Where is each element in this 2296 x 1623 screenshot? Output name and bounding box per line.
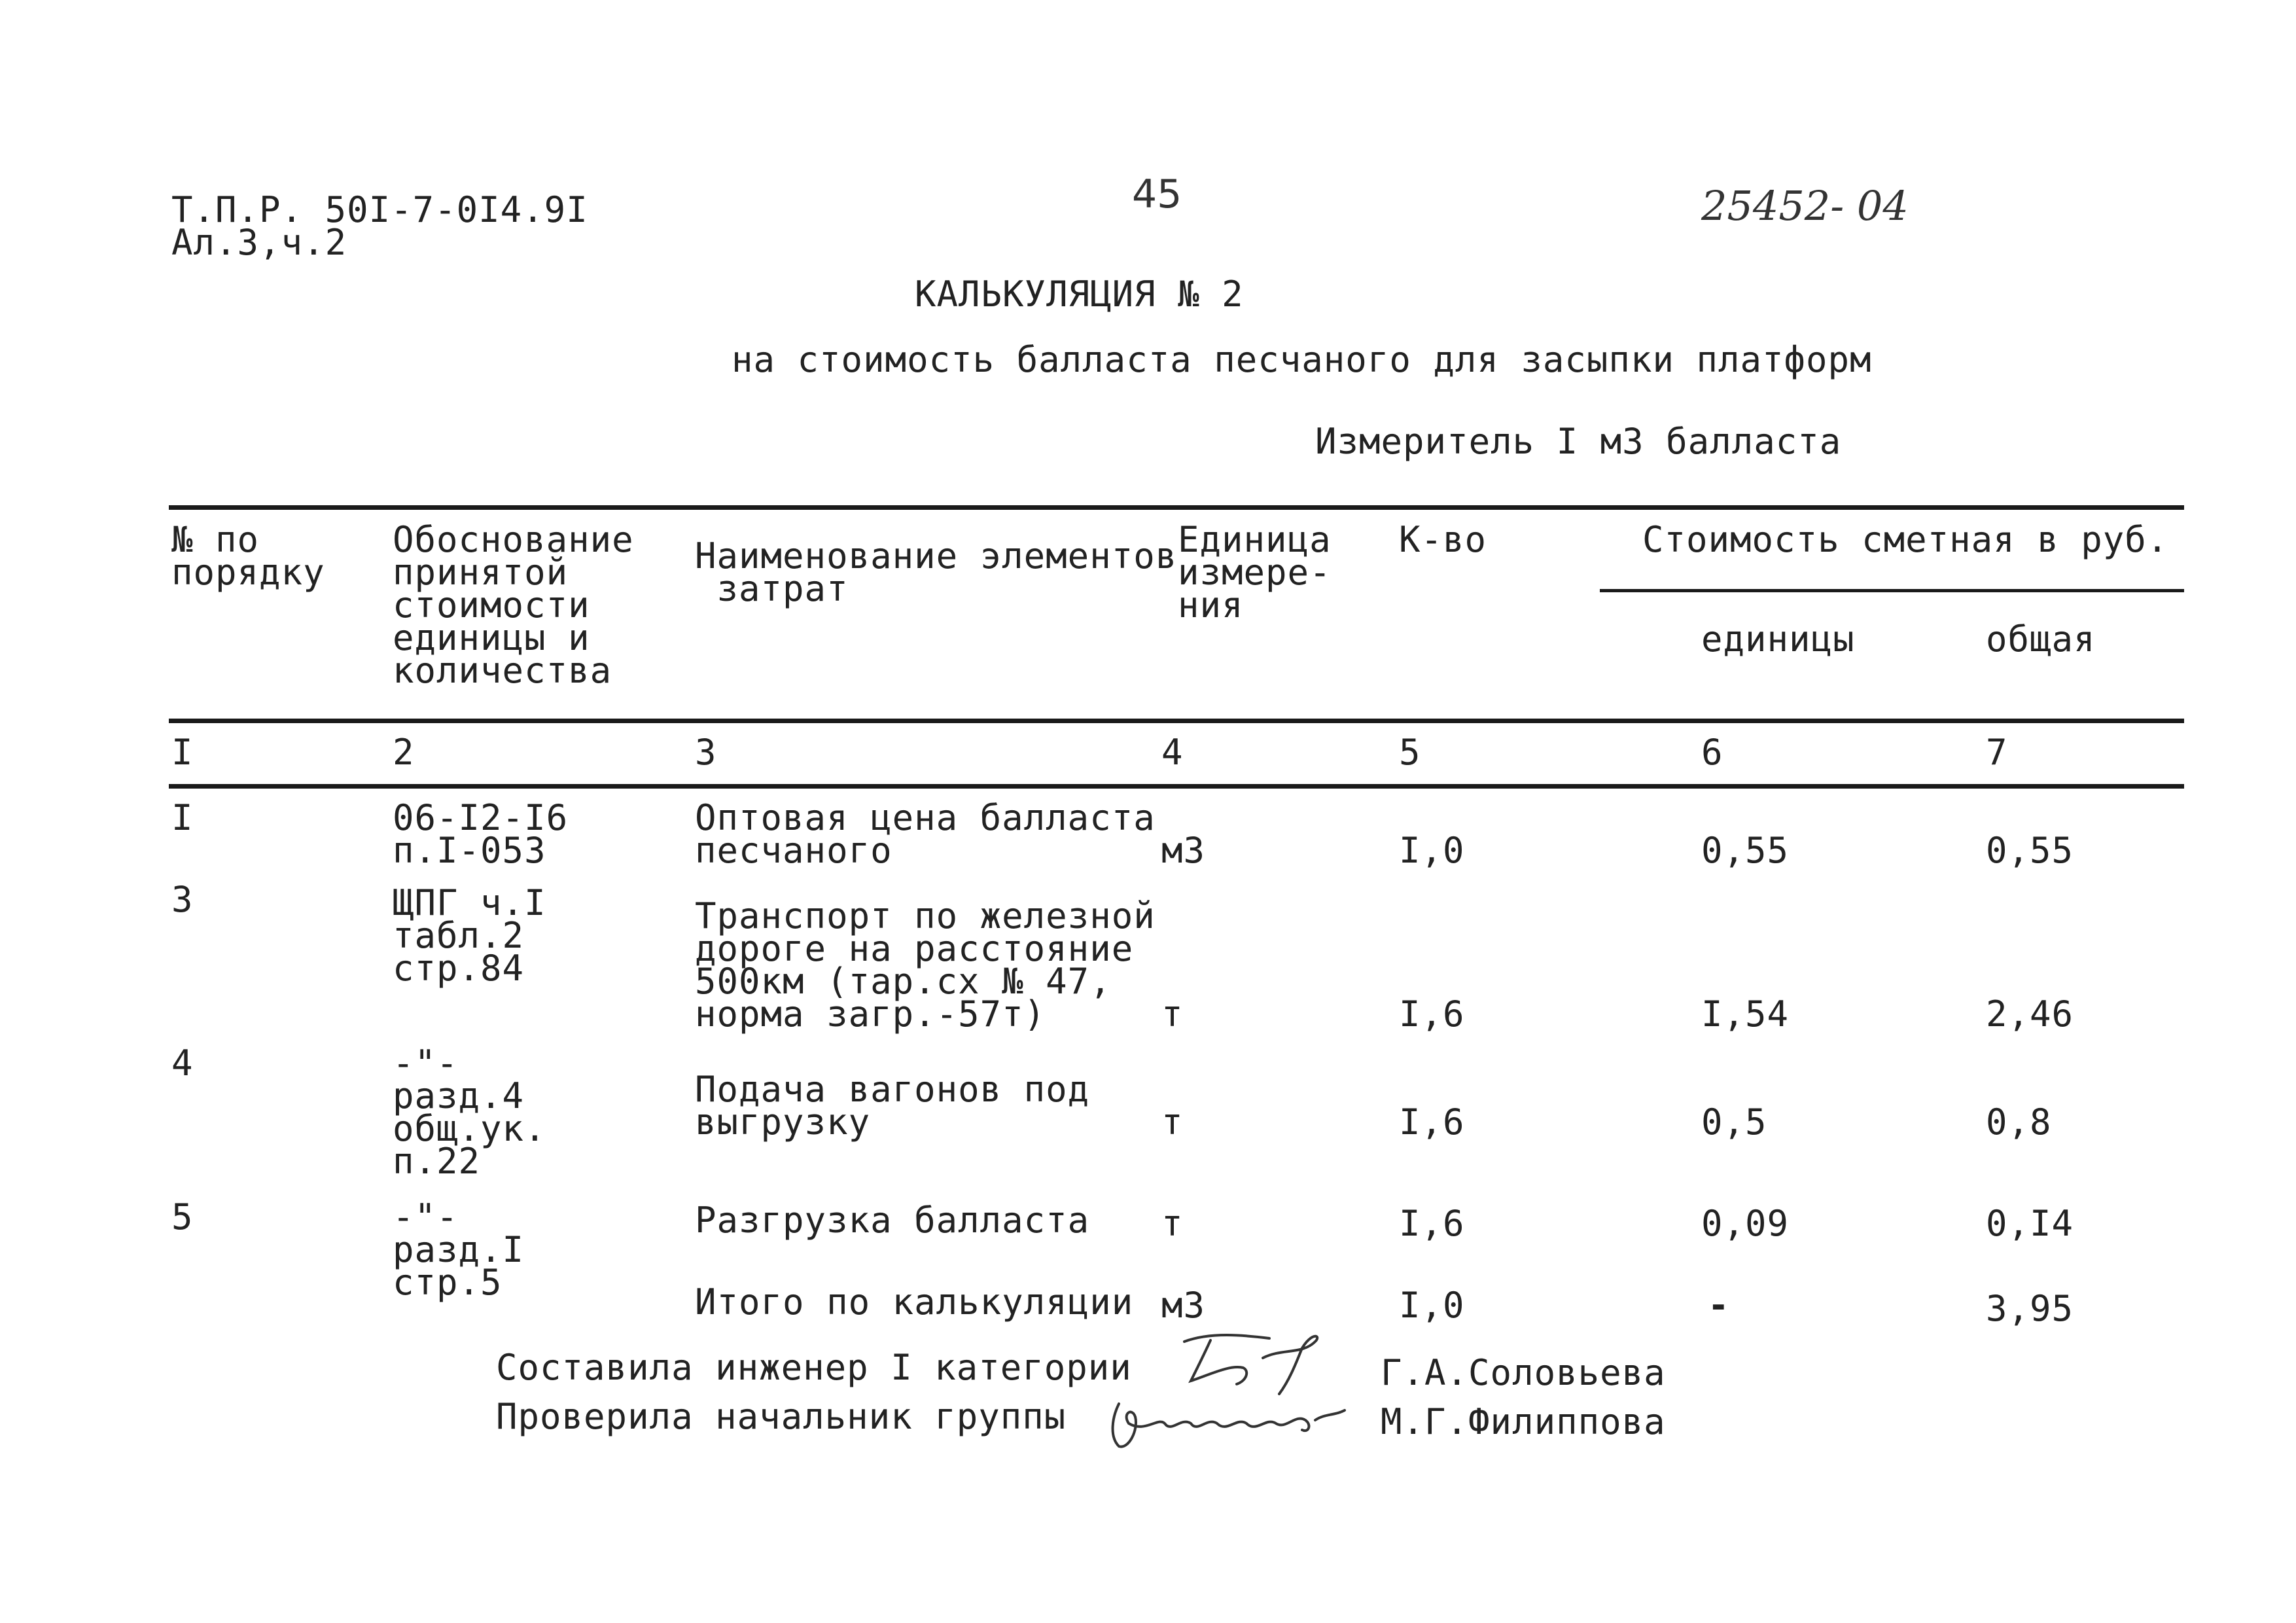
- checked-by-label: Проверила начальник группы: [496, 1396, 1067, 1437]
- table-row-name: Транспорт по железной дороге на расстояние 500км (тар.сх № 47, норма загр.-57т): [695, 895, 1156, 1035]
- compiled-by-name: Г.А.Соловьева: [1381, 1352, 1666, 1393]
- header-total-cost: общая: [1986, 618, 2096, 660]
- column-number-5: 5: [1399, 732, 1421, 773]
- total-row-unit-cost: -: [1708, 1285, 1730, 1326]
- table-row-basis: -"- разд.I стр.5: [393, 1196, 525, 1303]
- page-number: 45: [1132, 171, 1182, 217]
- checked-signature: [1099, 1384, 1361, 1456]
- header-row-number: № по порядку: [171, 519, 325, 593]
- header-cost-group: Стоимость сметная в руб.: [1642, 519, 2169, 560]
- table-row-number: 5: [171, 1196, 194, 1238]
- column-number-3: 3: [695, 732, 717, 773]
- table-row-name: Подача вагонов под выгрузку: [695, 1069, 1090, 1143]
- table-row-unit-cost: 0,5: [1701, 1101, 1767, 1143]
- archive-number: 25452- 04: [1701, 182, 1909, 230]
- table-row-total: 2,46: [1986, 993, 2074, 1035]
- table-row-unit-cost: 0,55: [1701, 830, 1790, 871]
- total-row-quantity: I,0: [1399, 1285, 1465, 1326]
- header-quantity: К-во: [1399, 519, 1487, 560]
- column-number-4: 4: [1161, 732, 1184, 773]
- measure-unit: Измеритель I м3 балласта: [1315, 421, 1842, 462]
- column-number-rule: [169, 784, 2184, 789]
- table-row-unit: т: [1161, 1101, 1184, 1143]
- compiled-by-label: Составила инженер I категории: [496, 1347, 1132, 1388]
- header-basis: Обоснование принятой стоимости единицы и количества: [393, 519, 634, 691]
- header-cost-elements: Наименование элементов затрат: [695, 535, 1178, 609]
- table-row-quantity: I,6: [1399, 1101, 1465, 1143]
- table-row-unit: т: [1161, 993, 1184, 1035]
- table-row-number: I: [171, 797, 194, 838]
- table-row-basis: 06-I2-I6 п.I-053: [393, 797, 569, 871]
- header-unit-cost: единицы: [1701, 618, 1855, 660]
- document-title: КАЛЬКУЛЯЦИЯ № 2: [915, 274, 1244, 315]
- table-row-number: 4: [171, 1043, 194, 1084]
- table-row-basis: -"- разд.4 общ.ук. п.22: [393, 1043, 546, 1182]
- header-bottom-rule: [169, 719, 2184, 723]
- column-number-7: 7: [1986, 732, 2008, 773]
- table-row-name: Разгрузка балласта: [695, 1200, 1090, 1241]
- table-row-number: 3: [171, 879, 194, 920]
- total-row-total: 3,95: [1986, 1288, 2074, 1329]
- column-number-1: I: [171, 732, 194, 773]
- table-row-quantity: I,6: [1399, 1203, 1465, 1244]
- table-top-rule: [169, 505, 2184, 510]
- table-row-quantity: I,6: [1399, 993, 1465, 1035]
- album-reference: Ал.3,ч.2: [171, 222, 347, 263]
- document-code: Т.П.Р. 50I-7-0I4.9I: [171, 189, 588, 230]
- document-subtitle: на стоимость балласта песчаного для засыпки платформ: [732, 339, 1872, 380]
- table-row-unit-cost: I,54: [1701, 993, 1790, 1035]
- table-row-total: 0,55: [1986, 830, 2074, 871]
- table-row-name: Оптовая цена балласта песчаного: [695, 797, 1156, 871]
- table-row-basis: ЩПГ ч.I табл.2 стр.84: [393, 882, 546, 989]
- column-number-2: 2: [393, 732, 415, 773]
- table-row-quantity: I,0: [1399, 830, 1465, 871]
- total-row-name: Итого по калькуляции: [695, 1281, 1134, 1323]
- total-row-unit: м3: [1161, 1285, 1206, 1326]
- header-unit: Единица измере- ния: [1178, 519, 1332, 626]
- table-row-total: 0,I4: [1986, 1203, 2074, 1244]
- column-number-6: 6: [1701, 732, 1723, 773]
- table-row-unit: м3: [1161, 830, 1206, 871]
- table-row-total: 0,8: [1986, 1101, 2052, 1143]
- table-row-unit-cost: 0,09: [1701, 1203, 1790, 1244]
- table-row-unit: т: [1161, 1203, 1184, 1244]
- cost-group-rule: [1600, 589, 2184, 592]
- checked-by-name: М.Г.Филиппова: [1381, 1401, 1666, 1442]
